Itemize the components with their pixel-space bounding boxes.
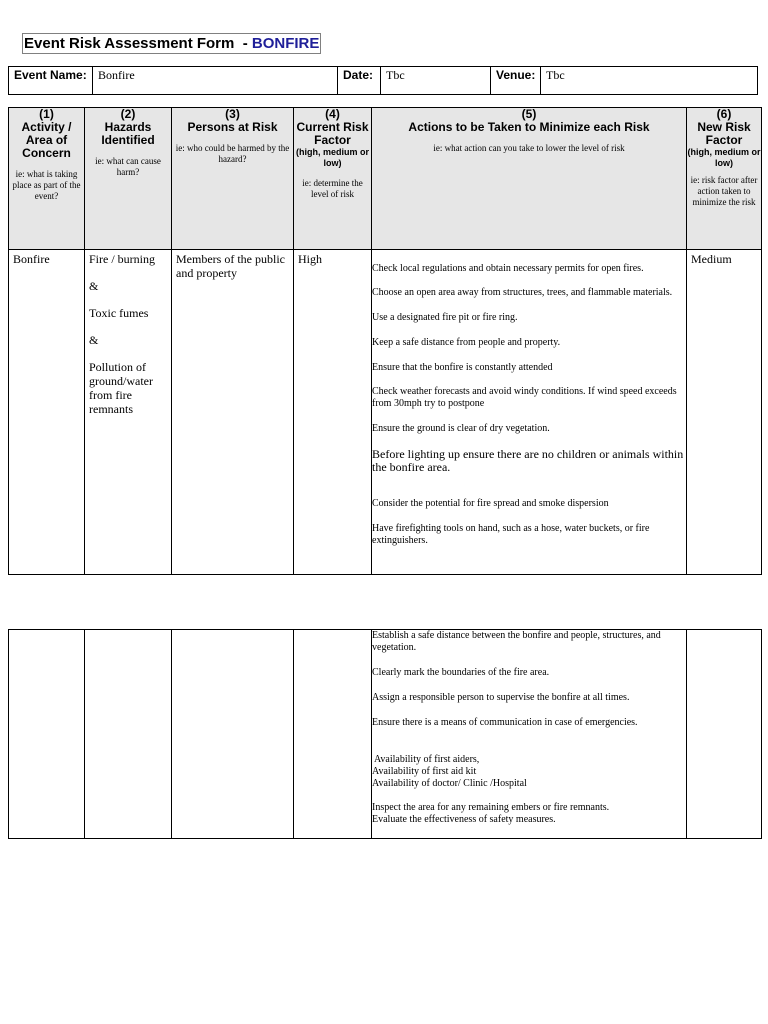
header-hazards: [85, 108, 172, 250]
persons-cell[interactable]: Members of the public and property: [172, 250, 294, 575]
activity-cell[interactable]: Bonfire: [9, 250, 85, 575]
action-item: Availability of first aid kit: [372, 766, 477, 777]
header-number: (5): [521, 107, 537, 121]
new-risk-cell[interactable]: Medium: [687, 250, 762, 575]
action-item: Have firefighting tools on hand, such as a hose, water buckets, or fire extinguishers.: [372, 523, 650, 546]
hazard-item: Pollution of ground/water from fire remnants: [89, 360, 153, 416]
persons-cell[interactable]: [172, 630, 294, 839]
form-title-prefix: Event Risk Assessment Form -: [24, 35, 252, 52]
hazards-cell[interactable]: [85, 630, 172, 839]
header-new-risk: [687, 108, 762, 250]
date-label: Date:: [338, 67, 381, 95]
action-item: Check weather forecasts and avoid windy conditions. If wind speed exceeds from 30mph try to postpone: [372, 386, 677, 409]
header-persons: [172, 108, 294, 250]
date-value[interactable]: Tbc: [381, 67, 491, 95]
header-title: Persons at Risk: [187, 120, 278, 134]
action-item: Choose an open area away from structures, trees, and flammable materials.: [372, 287, 673, 298]
action-item: Ensure the ground is clear of dry vegetation.: [372, 423, 550, 434]
header-note: ie: risk factor after action taken to minimize the risk: [690, 175, 758, 207]
action-item: Consider the potential for fire spread and smoke dispersion: [372, 498, 609, 509]
action-item: Clearly mark the boundaries of the fire area.: [372, 667, 550, 678]
action-item: Use a designated fire pit or fire ring.: [372, 312, 518, 323]
action-item: Inspect the area for any remaining embers or fire remnants.: [372, 802, 610, 813]
activity-cell[interactable]: [9, 630, 85, 839]
action-item: Evaluate the effectiveness of safety measures.: [372, 814, 556, 825]
action-item: Availability of doctor/ Clinic /Hospital: [372, 778, 527, 789]
actions-cell[interactable]: [372, 630, 687, 839]
actions-cell[interactable]: [372, 250, 687, 575]
hazard-item: Fire / burning: [89, 252, 155, 266]
risk-table: [8, 107, 762, 575]
header-number: (1): [39, 107, 54, 121]
header-current-risk: [294, 108, 372, 250]
action-item: Establish a safe distance between the bonfire and people, structures, and vegetation.: [372, 630, 661, 653]
header-title: Actions to be Taken to Minimize each Risk: [408, 120, 650, 134]
header-actions: [372, 108, 687, 250]
header-title: Hazards Identified: [101, 120, 155, 147]
event-name-label: Event Name:: [9, 67, 93, 95]
header-note: ie: who could be harmed by the hazard?: [175, 143, 290, 164]
header-subtitle: (high, medium or low): [296, 147, 369, 168]
action-item: Before lighting up ensure there are no children or animals within the bonfire area.: [372, 447, 684, 474]
hazard-item: &: [89, 333, 99, 347]
action-item: Assign a responsible person to supervise the bonfire at all times.: [372, 692, 630, 703]
header-title: Current Risk Factor: [296, 120, 369, 147]
action-item: Keep a safe distance from people and property.: [372, 337, 561, 348]
hazard-item: Toxic fumes: [89, 306, 149, 320]
header-number: (4): [325, 107, 340, 121]
action-item: Ensure there is a means of communication in case of emergencies.: [372, 717, 638, 728]
header-title: New Risk Factor: [697, 120, 751, 147]
table-row: [9, 630, 762, 839]
form-title: [22, 33, 321, 54]
venue-value[interactable]: Tbc: [541, 67, 758, 95]
current-risk-cell[interactable]: High: [294, 250, 372, 575]
header-note: ie: what can cause harm?: [95, 156, 161, 177]
header-note: ie: what is taking place as part of the event?: [12, 169, 81, 201]
header-number: (6): [716, 107, 732, 121]
new-risk-cell[interactable]: [687, 630, 762, 839]
action-item: Availability of first aiders,: [372, 754, 480, 765]
header-activity: [9, 108, 85, 250]
hazards-cell[interactable]: [85, 250, 172, 575]
header-title: Activity / Area of Concern: [21, 120, 72, 160]
current-risk-cell[interactable]: [294, 630, 372, 839]
action-item: Check local regulations and obtain necessary permits for open fires.: [372, 263, 644, 274]
action-item: Ensure that the bonfire is constantly attended: [372, 362, 553, 373]
risk-table-continued: [8, 629, 762, 839]
hazard-item: &: [89, 279, 99, 293]
table-row: [9, 250, 762, 575]
event-name-value[interactable]: Bonfire: [93, 67, 338, 95]
header-number: (2): [120, 107, 136, 121]
header-subtitle: (high, medium or low): [687, 147, 761, 168]
header-note: ie: determine the level of risk: [302, 178, 363, 199]
header-note: ie: what action can you take to lower the level of risk: [433, 143, 625, 153]
risk-table-header: [9, 108, 762, 250]
venue-label: Venue:: [491, 67, 541, 95]
header-number: (3): [225, 107, 240, 121]
form-title-accent: BONFIRE: [251, 35, 320, 52]
event-info-table: [8, 66, 758, 95]
